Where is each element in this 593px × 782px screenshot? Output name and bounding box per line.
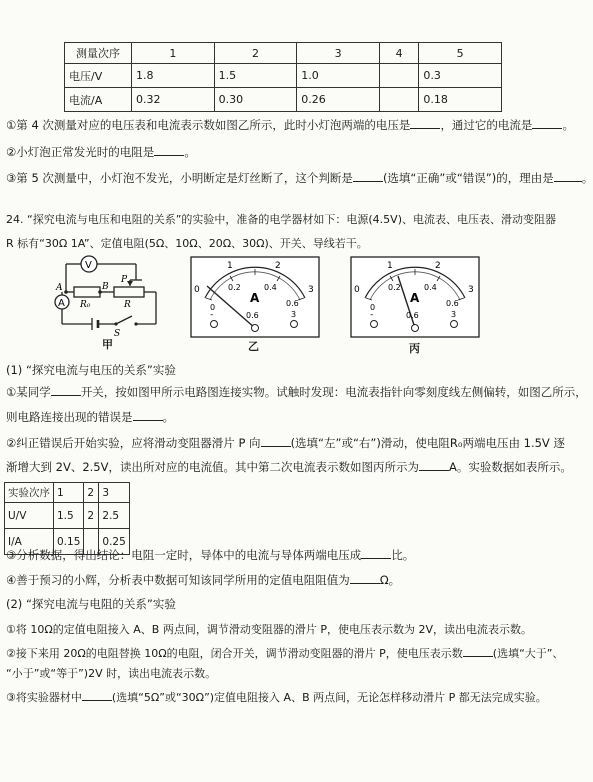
figure-caption-jia: 甲 [102, 338, 113, 351]
scale-top-2: 2 [275, 261, 281, 271]
question-text: ③将实验器材中 [6, 691, 82, 704]
table-cell: 0.15 [54, 529, 84, 555]
r-label: R [124, 300, 131, 310]
scale-bottom-04: 0.4 [424, 283, 437, 292]
question-text: (选填“5Ω”或“30Ω”)定值电阻接入 A、B 两点间，无论怎样移动滑片 P 都无法完成实验。 [111, 691, 547, 704]
answer-blank[interactable] [554, 181, 582, 182]
scale-top-1: 1 [227, 261, 233, 271]
table-cell [379, 64, 418, 88]
question-text: ③分析数据，得出结论：电阻一定时，导体中的电流与导体两端电压成 [6, 548, 362, 562]
table-row [65, 64, 502, 88]
a-point-label: A [56, 283, 63, 293]
question-text: A。实验数据如表所示。 [449, 460, 572, 474]
figure-caption-bing: 丙 [409, 342, 420, 355]
table-cell: 1.8 [132, 64, 215, 88]
circuit-diagram [54, 252, 164, 342]
b-point-label: B [102, 282, 109, 292]
table-cell: 5 [419, 43, 502, 64]
table-cell: 0.32 [132, 88, 215, 112]
table-row [5, 503, 130, 529]
question-text: 比。 [391, 548, 415, 562]
question-line [6, 171, 593, 186]
table-cell: 0.18 [419, 88, 502, 112]
meter-unit-label: A [410, 291, 420, 305]
table-cell: I/A [5, 529, 54, 555]
table-cell: 0.30 [214, 88, 297, 112]
scale-bottom-06: 0.6 [446, 299, 459, 308]
question-text: 。 [562, 118, 574, 132]
experiment-table [4, 482, 130, 555]
answer-blank[interactable] [51, 395, 81, 396]
question-text: 则电路连接出现的错误是 [6, 410, 133, 424]
table-cell: 4 [379, 43, 418, 64]
answer-blank[interactable] [154, 155, 184, 156]
scale-top-0: 0 [354, 285, 360, 295]
question-text: ，通过它的电流是 [440, 118, 533, 132]
table-cell: 0.3 [419, 64, 502, 88]
question-text: ①第 4 次测量对应的电压表和电流表示数如图乙所示，此时小灯泡两端的电压是 [6, 118, 411, 132]
answer-blank[interactable] [82, 700, 112, 701]
part1-line [6, 410, 174, 425]
table-cell: 1.5 [214, 64, 297, 88]
terminal-minus: - [210, 310, 214, 320]
question-text: ②纠正错误后开始实验，应将滑动变阻器滑片 P 向 [6, 436, 261, 450]
answer-blank[interactable] [419, 470, 449, 471]
part1-line [6, 573, 400, 588]
scale-bottom-06: 0.6 [286, 299, 299, 308]
part1-title: (1) “探究电流与电压的关系”实验 [6, 363, 176, 377]
answer-blank[interactable] [353, 181, 383, 182]
table-cell: 电压/V [65, 64, 132, 88]
question-text: ①某同学 [6, 385, 51, 399]
part1-line [6, 460, 572, 475]
table-cell [379, 88, 418, 112]
terminal-06: 0.6 [246, 311, 259, 320]
question-text: 。 [581, 171, 593, 185]
table-cell: 1 [132, 43, 215, 64]
table-cell: 2.5 [99, 503, 129, 529]
ammeter-figure-c [350, 256, 480, 338]
question-text: 开关，按如图甲所示电路图连接实物。试触时发现：电流表指针向零刻度线左侧偏转，如图乙所示， [80, 385, 587, 399]
terminal-06: 0.6 [406, 311, 419, 320]
answer-blank[interactable] [133, 420, 163, 421]
scale-bottom-02: 0.2 [228, 283, 241, 292]
answer-blank[interactable] [532, 128, 562, 129]
terminal-3: 3 [451, 310, 457, 319]
part2-line [6, 646, 564, 661]
p-label: P [121, 275, 128, 285]
question-text: (选填“左”或“右”)滑动，使电阻R₀两端电压由 1.5V 逐 [290, 436, 565, 450]
table-cell: 2 [84, 483, 99, 503]
voltmeter-label: V [85, 260, 92, 271]
table-cell: 3 [297, 43, 380, 64]
question-text: (选填“正确”或“错误”)的，理由是 [382, 171, 554, 185]
question-text: ②小灯泡正常发光时的电阻是 [6, 145, 155, 159]
measurement-table [64, 42, 502, 112]
question-text: (选填“大于”、 [492, 647, 564, 660]
table-cell: 1.0 [297, 64, 380, 88]
question-text: ③第 5 次测量中，小灯泡不发光，小明断定是灯丝断了，这个判断是 [6, 171, 353, 185]
table-cell: 3 [99, 483, 129, 503]
scale-bottom-02: 0.2 [388, 283, 401, 292]
table-header-row [5, 483, 130, 503]
table-cell: 0.25 [99, 529, 129, 555]
q24-intro-line1: 24. “探究电流与电压和电阻的关系”的实验中，准备的电学器材如下：电源(4.5V)、电流表、电压表、滑动变阻器 [6, 213, 556, 226]
scale-top-0: 0 [194, 285, 200, 295]
answer-blank[interactable] [410, 128, 440, 129]
terminal-3: 3 [291, 310, 297, 319]
answer-blank[interactable] [361, 558, 391, 559]
question-text: ④善于预习的小辉，分析表中数据可知该同学所用的定值电阻阻值为 [6, 573, 350, 587]
question-text: 。 [184, 145, 196, 159]
question-line [6, 118, 574, 133]
table-cell: 1.5 [54, 503, 84, 529]
terminal-minus: - [370, 310, 374, 320]
q24-intro-line2: R 标有“30Ω 1A”、定值电阻(5Ω、10Ω、20Ω、30Ω)、开关、导线若干。 [6, 237, 368, 250]
scale-top-1: 1 [387, 261, 393, 271]
table-cell: U/V [5, 503, 54, 529]
scale-top-3: 3 [468, 285, 474, 295]
scale-bottom-0: 0 [210, 303, 216, 312]
part1-line [6, 385, 587, 400]
scale-bottom-0: 0 [370, 303, 376, 312]
question-text: 。 [162, 410, 174, 424]
scale-top-3: 3 [308, 285, 314, 295]
question-text: ②接下来用 20Ω的电阻替换 10Ω的电阻，闭合开关，调节滑动变阻器的滑片 P，使电压表示数 [6, 647, 463, 660]
table-cell: 电流/A [65, 88, 132, 112]
part1-line [6, 436, 565, 451]
ammeter-figure-b [190, 256, 320, 338]
table-cell: 0.26 [297, 88, 380, 112]
table-cell: 实验次序 [5, 483, 54, 503]
r0-label: R₀ [80, 300, 91, 310]
answer-blank[interactable] [463, 656, 493, 657]
part2-line: ①将 10Ω的定值电阻接入 A、B 两点间，调节滑动变阻器的滑片 P，使电压表示数为 2V，读出电流表示数。 [6, 623, 532, 636]
table-cell: 2 [84, 503, 99, 529]
table-row [65, 88, 502, 112]
answer-blank[interactable] [261, 446, 291, 447]
scale-top-2: 2 [435, 261, 441, 271]
switch-label: S [114, 329, 121, 339]
table-cell: 2 [214, 43, 297, 64]
ammeter-label: A [58, 298, 65, 309]
scale-bottom-04: 0.4 [264, 283, 277, 292]
part2-line [6, 690, 547, 705]
figure-caption-yi: 乙 [248, 340, 259, 353]
answer-blank[interactable] [350, 583, 380, 584]
meter-unit-label: A [250, 291, 260, 305]
question-text: Ω。 [379, 573, 401, 587]
question-line [6, 145, 196, 160]
part2-line: “小于”或“等于”)2V 时，读出电流表示数。 [6, 667, 217, 680]
part2-title: (2) “探究电流与电阻的关系”实验 [6, 597, 176, 611]
part1-line [6, 548, 414, 563]
table-cell: 测量次序 [65, 43, 132, 64]
question-text: 渐增大到 2V、2.5V，读出所对应的电流值。其中第二次电流表示数如图丙所示为 [6, 460, 419, 474]
table-cell: 1 [54, 483, 84, 503]
table-header-row [65, 43, 502, 64]
